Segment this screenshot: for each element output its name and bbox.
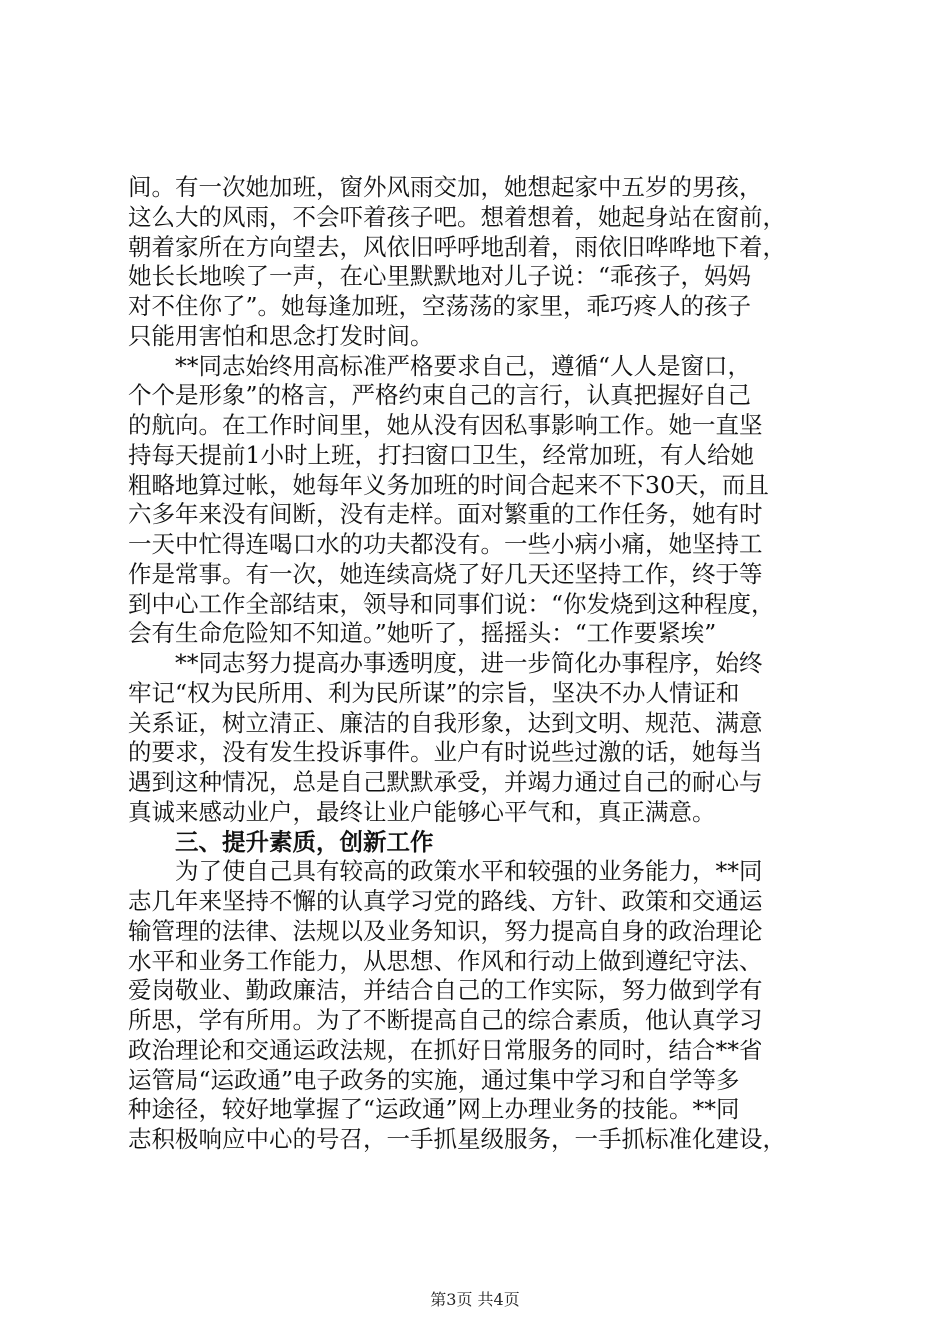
text-line: 牢记“权为民所用、利为民所谋”的宗旨，坚决不办人情证和 bbox=[128, 678, 740, 707]
text-line: 这么大的风雨，不会吓着孩子吧。想着想着，她起身站在窗前， bbox=[128, 202, 786, 231]
text-line: 关系证，树立清正、廉洁的自我形象，达到文明、规范、满意 bbox=[128, 708, 763, 737]
text-line: 种途径，较好地掌握了“运政通”网上办理业务的技能。**同 bbox=[128, 1095, 740, 1124]
text-line: 政治理论和交通运政法规，在抓好日常服务的同时，结合**省 bbox=[128, 1035, 763, 1064]
text-line: 的航向。在工作时间里，她从没有因私事影响工作。她一直坚 bbox=[128, 411, 763, 439]
text-line: **同志始终用高标准严格要求自己，遵循“人人是窗口， bbox=[128, 351, 752, 380]
text-line: 持每天提前1小时上班，打扫窗口卫生，经常加班，有人给她 bbox=[128, 440, 754, 469]
text-line: 的要求，没有发生投诉事件。业户有时说些过激的话，她每当 bbox=[128, 738, 763, 767]
text-line: 到中心工作全部结束，领导和同事们说：“你发烧到这种程度， bbox=[128, 589, 775, 618]
text-line: 志几年来坚持不懈的认真学习党的路线、方针、政策和交通运 bbox=[128, 887, 763, 915]
text-line: 作是常事。有一次，她连续高烧了好几天还坚持工作，终于等 bbox=[128, 559, 763, 588]
document-body bbox=[128, 173, 828, 1155]
text-line: 遇到这种情况，总是自己默默承受，并竭力通过自己的耐心与 bbox=[128, 768, 763, 796]
text-line: 爱岗敬业、勤政廉洁，并结合自己的工作实际，努力做到学有 bbox=[128, 976, 763, 1005]
text-line: 粗略地算过帐，她每年义务加班的时间合起来不下30天，而且 bbox=[128, 470, 769, 499]
text-line: **同志努力提高办事透明度，进一步简化办事程序，始终 bbox=[128, 649, 763, 677]
text-line: 水平和业务工作能力，从思想、作风和行动上做到遵纪守法、 bbox=[128, 946, 763, 975]
text-line: 真诚来感动业户，最终让业户能够心平气和，真正满意。 bbox=[128, 797, 716, 826]
page-footer: 第3页 共4页 bbox=[430, 1290, 520, 1309]
text-line: 会有生命危险知不知道。”她听了，摇摇头：“工作要紧埃” bbox=[128, 619, 717, 648]
text-line: 为了使自己具有较高的政策水平和较强的业务能力，**同 bbox=[128, 857, 763, 886]
text-line: 她长长地唉了一声，在心里默默地对儿子说：“乖孩子，妈妈 bbox=[128, 262, 752, 291]
text-line: 一天中忙得连喝口水的功夫都没有。一些小病小痛，她坚持工 bbox=[128, 530, 763, 558]
text-line: 朝着家所在方向望去，风依旧呼呼地刮着，雨依旧哗哗地下着， bbox=[128, 232, 786, 261]
text-line: 运管局“运政通”电子政务的实施，通过集中学习和自学等多 bbox=[128, 1065, 740, 1094]
section-heading: 三、提升素质，创新工作 bbox=[128, 827, 434, 856]
text-line: 志积极响应中心的号召，一手抓星级服务，一手抓标准化建设， bbox=[128, 1125, 786, 1153]
text-line: 只能用害怕和思念打发时间。 bbox=[128, 321, 434, 350]
text-line: 对不住你了”。她每逢加班，空荡荡的家里，乖巧疼人的孩子 bbox=[128, 292, 752, 320]
text-line: 所思，学有所用。为了不断提高自己的综合素质，他认真学习 bbox=[128, 1006, 763, 1034]
text-line: 六多年来没有间断，没有走样。面对繁重的工作任务，她有时 bbox=[128, 500, 763, 529]
text-line: 输管理的法律、法规以及业务知识，努力提高自身的政治理论 bbox=[128, 916, 763, 945]
text-line: 间。有一次她加班，窗外风雨交加，她想起家中五岁的男孩， bbox=[128, 173, 763, 201]
text-line: 个个是形象”的格言，严格约束自己的言行，认真把握好自己 bbox=[128, 381, 752, 410]
